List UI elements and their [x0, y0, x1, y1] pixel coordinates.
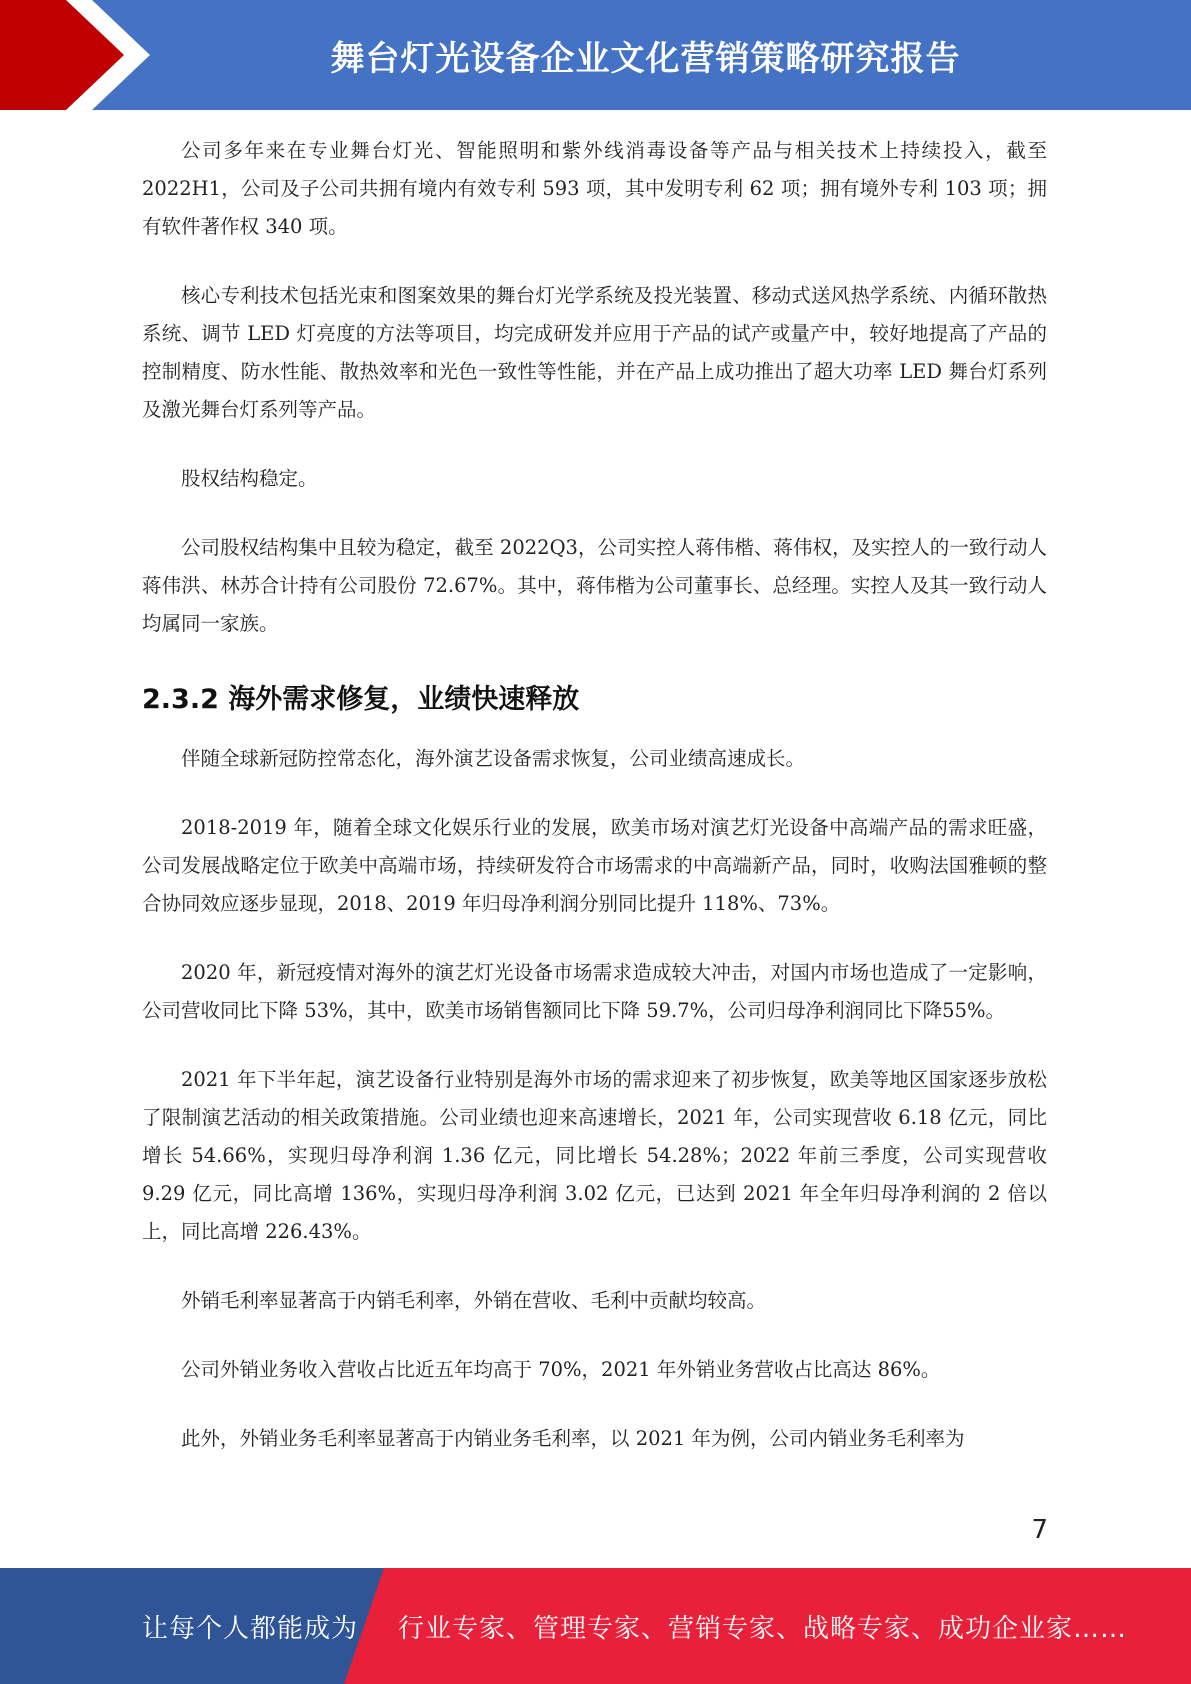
paragraph-2018-2019: 2018-2019 年，随着全球文化娱乐行业的发展，欧美市场对演艺灯光设备中高端产品的需求旺盛，公司发展战略定位于欧美中高端市场，持续研发符合市场需求的中高端新产品，同时，收购法国雅顿的整合协同效应逐步显现，2018、2019 年归母净利润分别同比提升 118%、73%。 — [142, 816, 1047, 915]
paragraph-export-margin: 外销毛利率显著高于内销毛利率，外销在营收、毛利中贡献均较高。 — [181, 1289, 767, 1312]
page-header — [0, 0, 1191, 110]
document-body — [142, 132, 1047, 1489]
header-chevron-decoration — [0, 0, 160, 110]
section-heading: 2.3.2 海外需求修复，业绩快速释放 — [142, 684, 580, 715]
footer-slogan-right: 行业专家、管理专家、营销专家、战略专家、成功企业家…… — [398, 1613, 1128, 1644]
footer-slogan-left: 让每个人都能成为 — [142, 1613, 359, 1644]
paragraph-patents: 公司多年来在专业舞台灯光、智能照明和紫外线消毒设备等产品与相关技术上持续投入，截至2022H1，公司及子公司共拥有境内有效专利 593 项，其中发明专利 62 项；拥有境外专利 103 项；拥有软件著作权 340 项。 — [142, 139, 1047, 238]
paragraph-export-share: 公司外销业务收入营收占比近五年均高于 70%，2021 年外销业务营收占比高达 86%。 — [181, 1358, 941, 1381]
paragraph-equity-structure: 公司股权结构集中且较为稳定，截至 2022Q3，公司实控人蒋伟楷、蒋伟权，及实控人的一致行动人蒋伟洪、林苏合计持有公司股份 72.67%。其中，蒋伟楷为公司董事长、总经理。实控人及其一致行动人均属同一家族。 — [142, 536, 1047, 635]
paragraph-demand-recovery: 伴随全球新冠防控常态化，海外演艺设备需求恢复，公司业绩高速成长。 — [181, 747, 806, 770]
paragraph-equity-summary: 股权结构稳定。 — [181, 467, 318, 490]
paragraph-margin-comparison: 此外，外销业务毛利率显著高于内销业务毛利率，以 2021 年为例，公司内销业务毛利率为 — [181, 1427, 965, 1450]
page-footer — [0, 1568, 1191, 1684]
page-number: 7 — [1031, 1515, 1048, 1545]
paragraph-2020: 2020 年，新冠疫情对海外的演艺灯光设备市场需求造成较大冲击，对国内市场也造成了一定影响，公司营收同比下降 53%，其中，欧美市场销售额同比下降 59.7%，公司归母净利润同比下降55%。 — [142, 961, 1047, 1022]
paragraph-2021-2022: 2021 年下半年起，演艺设备行业特别是海外市场的需求迎来了初步恢复，欧美等地区国家逐步放松了限制演艺活动的相关政策措施。公司业绩也迎来高速增长，2021 年，公司实现营收 6.18 亿元，同比增长 54.66%，实现归母净利润 1.36 亿元，同比增长 54.28%；2022 年前三季度，公司实现营收 9.29 亿元，同比高增 136%，实现归母净利润 3.02 亿元，已达到 2021 年全年归母净利润的 2 倍以上，同比高增 226.43%。 — [142, 1068, 1047, 1243]
paragraph-core-technology: 核心专利技术包括光束和图案效果的舞台灯光学系统及投光装置、移动式送风热学系统、内循环散热系统、调节 LED 灯亮度的方法等项目，均完成研发并应用于产品的试产或量产中，较好地提高了产品的控制精度、防水性能、散热效率和光色一致性等性能，并在产品上成功推出了超大功率 LED 舞台灯系列及激光舞台灯系列等产品。 — [142, 284, 1047, 421]
report-title: 舞台灯光设备企业文化营销策略研究报告 — [330, 38, 961, 79]
